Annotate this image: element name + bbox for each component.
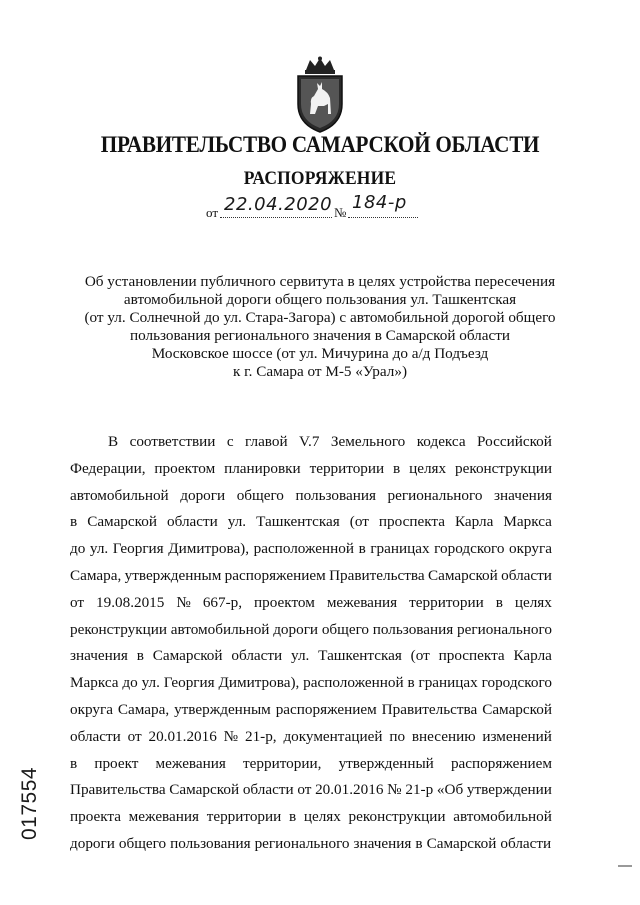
body-word: в bbox=[407, 674, 415, 692]
body-word: ул. bbox=[291, 647, 310, 665]
body-word: с bbox=[226, 433, 234, 450]
body-word: утверждении bbox=[466, 781, 552, 799]
body-word: в bbox=[495, 593, 503, 611]
body-word: области bbox=[500, 834, 552, 852]
body-word: Земельного bbox=[330, 433, 406, 450]
body-word: № bbox=[387, 781, 402, 799]
body-line bbox=[70, 483, 552, 510]
body-word: до bbox=[122, 674, 138, 692]
body-word: кодекса bbox=[416, 433, 466, 450]
body-line bbox=[70, 643, 552, 670]
body-word: межевания bbox=[326, 593, 398, 611]
body-word: территории bbox=[309, 459, 385, 477]
body-word: распоряжением bbox=[450, 754, 552, 772]
body-word: реконструкции bbox=[348, 808, 446, 826]
body-word: 667-р, bbox=[202, 593, 243, 611]
body-word: автомобильной bbox=[453, 808, 552, 826]
body-word: документацией bbox=[283, 727, 383, 745]
body-line bbox=[70, 751, 552, 778]
body-word: Карла bbox=[513, 647, 552, 665]
body-word: распоряжением bbox=[275, 700, 377, 718]
body-line bbox=[70, 509, 552, 536]
body-word: общего bbox=[236, 486, 284, 504]
body-word: главой bbox=[245, 433, 288, 450]
body-word: от bbox=[70, 593, 85, 611]
subject-line: (от ул. Солнечной до ул. Стара-Загора) с автомобильной дорогой общего bbox=[84, 309, 556, 326]
body-word: области bbox=[231, 647, 283, 665]
date-number-line bbox=[206, 192, 446, 220]
body-word: регионального bbox=[457, 620, 552, 638]
body-word: Самара, bbox=[70, 566, 122, 584]
body-word: значения bbox=[494, 486, 552, 504]
body-word: Правительства bbox=[381, 700, 478, 718]
body-word: Димитрова), bbox=[218, 674, 300, 692]
body-word: Самарской bbox=[87, 513, 157, 531]
body-word: Самарской bbox=[482, 700, 552, 718]
body-word: реконструкции bbox=[70, 620, 167, 638]
body-word: территории, bbox=[243, 754, 322, 772]
body-word: проект bbox=[94, 754, 139, 772]
body-word: Российской bbox=[477, 433, 552, 450]
body-word: округа bbox=[509, 540, 552, 558]
body-word: городского bbox=[481, 674, 552, 692]
body-word: пользования bbox=[170, 834, 251, 852]
body-word: от bbox=[297, 781, 312, 799]
body-word: пользования bbox=[372, 620, 454, 638]
body-word: планировки bbox=[224, 459, 301, 477]
body-word: Димитрова), bbox=[168, 540, 250, 558]
body-word: межевания bbox=[155, 754, 226, 772]
body-word: области bbox=[70, 727, 121, 745]
body-word: регионального bbox=[254, 834, 350, 852]
body-line bbox=[70, 777, 552, 804]
body-word: границах bbox=[370, 540, 430, 558]
body-word: Ташкентская bbox=[256, 513, 340, 531]
body-word: ул. bbox=[141, 674, 160, 692]
body-word: Георгия bbox=[163, 674, 215, 692]
date-underline bbox=[220, 217, 332, 218]
body-word: утвержденным bbox=[124, 566, 222, 584]
body-word: значения bbox=[70, 647, 128, 665]
body-word: границах bbox=[418, 674, 478, 692]
body-word: целях bbox=[514, 593, 552, 611]
body-word: 19.08.2015 bbox=[96, 593, 165, 611]
government-title: ПРАВИТЕЛЬСТВО САМАРСКОЙ ОБЛАСТИ bbox=[100, 132, 540, 157]
body-word: № bbox=[223, 727, 239, 745]
body-word: проекта bbox=[70, 808, 121, 826]
body-word: внесению bbox=[411, 727, 476, 745]
body-line bbox=[70, 456, 552, 483]
body-word: общего bbox=[118, 834, 167, 852]
body-word: в bbox=[415, 834, 423, 852]
document-type: РАСПОРЯЖЕНИЕ bbox=[243, 168, 397, 189]
body-line bbox=[70, 831, 552, 858]
body-word: (от bbox=[349, 513, 369, 531]
body-word: (от bbox=[410, 647, 430, 665]
body-line bbox=[70, 697, 552, 724]
body-line bbox=[70, 617, 552, 644]
body-word: Самарской bbox=[169, 781, 240, 799]
body-word: от bbox=[127, 727, 142, 745]
subject-line: автомобильной дороги общего пользования ул. Ташкентская bbox=[123, 291, 517, 308]
subject-line: Об установлении публичного сервитута в целях устройства пересечения bbox=[84, 273, 556, 290]
body-word: Маркса bbox=[503, 513, 552, 531]
body-word: дороги bbox=[180, 486, 226, 504]
body-word: автомобильной bbox=[170, 620, 270, 638]
body-line bbox=[70, 429, 552, 456]
body-word: значения bbox=[353, 834, 412, 852]
body-word: утвержденным bbox=[174, 700, 271, 718]
body-line bbox=[70, 724, 552, 751]
body-word: Ташкентская bbox=[318, 647, 402, 665]
body-word: проспекта bbox=[438, 647, 505, 665]
body-word: межевания bbox=[128, 808, 200, 826]
body-word: целях bbox=[303, 808, 341, 826]
body-word: проектом bbox=[154, 459, 216, 477]
body-word: Правительства bbox=[329, 566, 425, 584]
body-word: городского bbox=[434, 540, 505, 558]
body-line bbox=[70, 590, 552, 617]
body-word: дороги bbox=[70, 834, 115, 852]
body-word: регионального bbox=[387, 486, 483, 504]
subject-line: к г. Самара от М-5 «Урал») bbox=[232, 363, 408, 380]
body-word: проспекта bbox=[378, 513, 445, 531]
body-word: Правительства bbox=[70, 781, 166, 799]
body-word: области bbox=[501, 566, 552, 584]
body-word: V.7 bbox=[299, 433, 320, 450]
body-word: утвержденный bbox=[338, 754, 434, 772]
body-word: изменений bbox=[482, 727, 552, 745]
body-word: до bbox=[70, 540, 86, 558]
body-word: Федерации, bbox=[70, 459, 146, 477]
body-word: пользования bbox=[295, 486, 376, 504]
body-word: 20.01.2016 bbox=[148, 727, 217, 745]
body-word: в bbox=[358, 540, 366, 558]
body-word: распоряжением bbox=[224, 566, 326, 584]
body-word: территории bbox=[409, 593, 484, 611]
number-underline bbox=[348, 217, 418, 218]
body-line bbox=[70, 804, 552, 831]
subject-line: Московское шоссе (от ул. Мичурина до а/д Подъезд bbox=[151, 345, 489, 362]
body-word: в bbox=[393, 459, 401, 477]
scan-edge-mark bbox=[618, 865, 632, 867]
handwritten-date: 22.04.2020 bbox=[224, 194, 333, 215]
registration-number: 017554 bbox=[18, 766, 41, 840]
subject-line: пользования регионального значения в Самарской области bbox=[129, 327, 511, 344]
body-line bbox=[70, 670, 552, 697]
body-word: Самарской bbox=[426, 834, 497, 852]
handwritten-number: 184-р bbox=[352, 192, 407, 213]
body-word: Маркса bbox=[70, 674, 119, 692]
body-word: области bbox=[167, 513, 218, 531]
body-word: в bbox=[136, 647, 144, 665]
body-word: дороги bbox=[273, 620, 319, 638]
body-word: ул. bbox=[89, 540, 109, 558]
body-word: соответствии bbox=[129, 433, 216, 450]
body-word: округа bbox=[70, 700, 113, 718]
date-from-label: от bbox=[206, 205, 219, 220]
body-line bbox=[70, 563, 552, 590]
body-word: в bbox=[288, 808, 297, 826]
body-line bbox=[70, 536, 552, 563]
document-subject bbox=[60, 273, 580, 381]
body-word: расположенной bbox=[303, 674, 404, 692]
body-word: В bbox=[108, 433, 119, 450]
body-word: Самарской bbox=[428, 566, 498, 584]
body-word: автомобильной bbox=[70, 486, 169, 504]
body-word: 20.01.2016 bbox=[315, 781, 384, 799]
body-word: 21-р bbox=[405, 781, 434, 799]
body-word: целях bbox=[409, 459, 447, 477]
body-word: 21-р, bbox=[244, 727, 277, 745]
body-word: общего bbox=[321, 620, 370, 638]
body-word: в bbox=[70, 513, 78, 531]
body-word: Самара, bbox=[117, 700, 170, 718]
body-word: реконструкции bbox=[455, 459, 552, 477]
body-word: Карла bbox=[454, 513, 494, 531]
body-word: области bbox=[242, 781, 294, 799]
body-word: по bbox=[389, 727, 406, 745]
body-word: Георгия bbox=[112, 540, 164, 558]
body-word: «Об bbox=[436, 781, 464, 799]
body-word: территории bbox=[206, 808, 282, 826]
body-word: Самарской bbox=[152, 647, 223, 665]
body-word: № bbox=[176, 593, 191, 611]
samara-coat-of-arms-icon bbox=[284, 56, 356, 134]
document-body bbox=[70, 429, 552, 858]
number-label: № bbox=[334, 205, 347, 220]
body-word: в bbox=[70, 754, 78, 772]
body-word: проектом bbox=[254, 593, 315, 611]
body-word: ул. bbox=[227, 513, 247, 531]
body-word: расположенной bbox=[253, 540, 355, 558]
